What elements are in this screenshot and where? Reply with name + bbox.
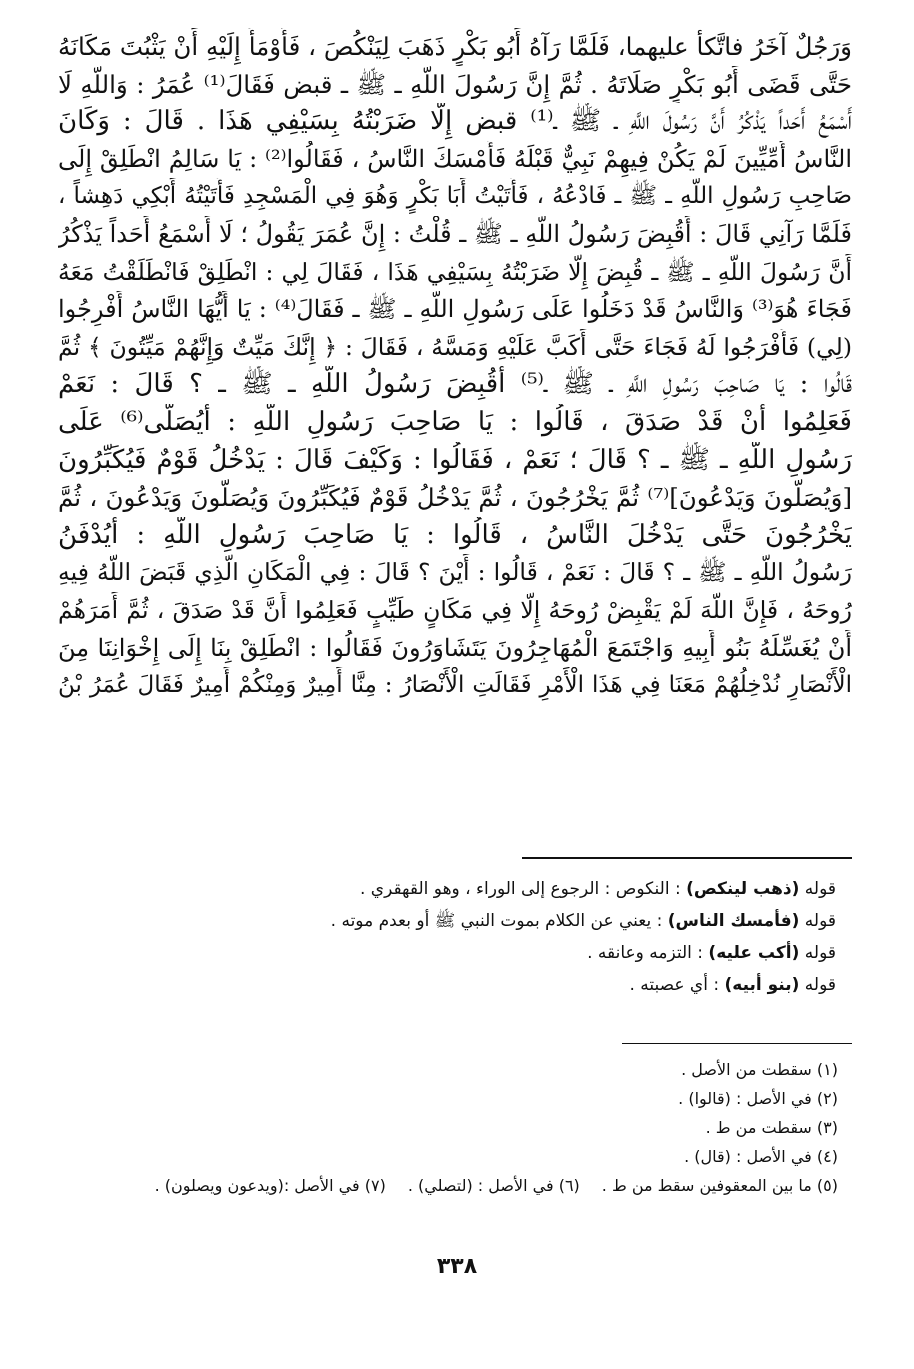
footnote: (٤) في الأصل : (قال) . [684,1147,838,1166]
text-line: قَالُوا : يَا صَاحِبَ رَسُولِ اللَّهِ ـ ﷺ ـ⁽⁵⁾ أَقُبِضَ رَسُولُ اللَّهِ ـ ﷺ ـ ؟ قَالَ : نَعَمْ [58,369,852,400]
text-line: أَنَّ رَسُولَ اللَّهِ ـ ﷺ ـ قُبِضَ إِلَّا ضَرَبْتُهُ بِسَيْفِي هَذَا ، فَقَالَ لِي : انْطَلِقْ فَانْطَلَقْتُ مَعَهُ [58,257,852,286]
glossary-term: (بنو أبيه) [724,975,800,995]
footnote: (١) سقطت من الأصل . [681,1060,838,1079]
footnotes-divider [622,1043,852,1044]
glossary-prefix: قوله [799,943,836,963]
glossary-prefix: قوله [799,911,836,931]
page-number: ٣٣٨ [436,1254,478,1279]
text-line: أَسْمَعُ أَحَداً يَذْكُرُ أَنَّ رَسُولَ اللَّهِ ـ ﷺ ـ⁽¹⁾ قبض إِلَّا ضَرَبْتُهُ بِسَيْفِي هَذَا . قَالَ : وَكَانَ [58,106,852,137]
text-line: فَعَلِمُوا أَنْ قَدْ صَدَقَ ، قَالُوا : يَا صَاحِبَ رَسُولِ اللَّهِ : أَيُصَلَّى⁽⁶⁾ عَلَى [58,406,852,437]
glossary-definition: : النكوص : الرجوع إلى الوراء ، وهو القهقري . [359,879,687,899]
main-text-body [58,28,852,705]
footnote: (٣) سقطت من ط . [705,1118,838,1137]
text-line: أَنْ يُغَسِّلَهُ بَنُو أَبِيهِ وَاجْتَمَعَ الْمُهَاجِرُونَ يَتَشَاوَرُونَ فَقَالُوا : انْطَلِقْ بِنَا إِلَى إِخْوَانِنَا مِنَ [58,633,852,662]
glossary-prefix: قوله [799,879,836,899]
text-line: الْأَنْصَارِ نُدْخِلُهُمْ مَعَنَا فِي هَذَا الْأَمْرِ فَقَالَتِ الْأَنْصَارُ : مِنَّا أَمِيرٌ وَمِنْكُمْ أَمِيرٌ فَقَالَ عُمَرُ بْنُ [58,672,852,699]
glossary-entry [150,937,836,969]
text-line: حَتَّى قَضَى أَبُو بَكْرٍ صَلَاتَهُ . ثُمَّ إِنَّ رَسُولَ اللَّهِ ـ ﷺ ـ قبض فَقَالَ⁽¹⁾ عُمَرُ : وَاللَّهِ لَا [58,69,852,99]
text-line: وَرَجُلٌ آخَرُ فاتَّكأ عليهما، فَلَمَّا رَآهُ أَبُو بَكْرٍ ذَهَبَ لِيَنْكُصَ ، فَأَوْمَأَ إِلَيْهِ أَنْ يَثْبُتَ مَكَانَهُ [58,32,852,61]
footnote: (٥) ما بين المعقوفين سقط من ط . [601,1176,838,1195]
glossary-definition: : يعني عن الكلام بموت النبي ﷺ أو بعدم موته . [330,911,668,931]
text-line: (لِي) فَأَفْرَجُوا لَهُ فَجَاءَ حَتَّى أَكَبَّ عَلَيْهِ وَمَسَّهُ ، فَقَالَ : ﴿ إِنَّكَ مَيِّتٌ وَإِنَّهُمْ مَيِّتُونَ ﴾ ثُمَّ [58,332,852,361]
text-line: يَخْرُجُونَ حَتَّى يَدْخُلَ النَّاسُ ، قَالُوا : يَا صَاحِبَ رَسُولِ اللَّهِ : أَيُدْفَنُ [58,519,852,550]
footnote: (٢) في الأصل : (قالوا) . [678,1089,838,1108]
glossary-term: (ذهب لينكص) [686,879,800,899]
text-line: رَسُولِ اللَّهِ ـ ﷺ ـ ؟ قَالَ ؛ نَعَمْ ، فَقَالُوا : وَكَيْفَ قَالَ : يَدْخُلُ قَوْمٌ فَيُكَبِّرُونَ [58,444,852,475]
footnote-row-combined [60,1171,838,1200]
text-line: النَّاسُ أُمِّيِّينَ لَمْ يَكُنْ فِيهِمْ نَبِيٌّ قَبْلَهُ فَأَمْسَكَ النَّاسُ ، فَقَالُوا⁽²⁾ : يَا سَالِمُ انْطَلِقْ إِلَى [58,144,852,173]
text-line: [وَيُصَلُّونَ وَيَدْعُونَ]⁽⁷⁾ ثُمَّ يَخْرُجُونَ ، ثُمَّ يَدْخُلُ قَوْمٌ فَيُكَبِّرُونَ وَيُصَلُّونَ وَيَدْعُونَ ، ثُمَّ [58,483,852,513]
glossary-entry [150,905,836,937]
glossary-term: (فأمسك الناس) [667,911,800,931]
footnote: (٦) في الأصل : (لتصلي) . [407,1176,580,1195]
glossary-definition: : التزمه وعانقه . [587,943,709,963]
glossary-definition: : أي عصبته . [629,975,725,995]
text-line: رُوحَهُ ، فَإِنَّ اللَّهَ لَمْ يَقْبِضْ رُوحَهُ إِلَّا فِي مَكَانٍ طَيِّبٍ فَعَلِمُوا أَنَّ قَدْ صَدَقَ ، ثُمَّ أَمَرَهُمْ [58,595,852,624]
text-line: صَاحِبِ رَسُولِ اللَّهِ ـ ﷺ ـ فَادْعُهُ ، فَأَتَيْتُ أَبَا بَكْرٍ وَهُوَ فِي الْمَسْجِدِ فَأَتَيْتُهُ أَبْكِي دَهِشاً ، [58,183,852,210]
glossary-entry [150,873,836,905]
glossary-divider [522,857,852,859]
text-line: رَسُولُ اللَّهِ ـ ﷺ ـ ؟ قَالَ : نَعَمْ ، قَالُوا : أَيْنَ ؟ قَالَ : فِي الْمَكَانِ الَّذِي قَبَضَ اللَّهُ فِيهِ [58,558,852,587]
text-line: فَلَمَّا رَآنِي قَالَ : أَقُبِضَ رَسُولُ اللَّهِ ـ ﷺ ـ قُلْتُ : إِنَّ عُمَرَ يَقُولُ ؛ لَا أَسْمَعُ أَحَداً يَذْكُرُ [58,219,852,248]
footnotes [60,1055,838,1200]
glossary-prefix: قوله [799,975,836,995]
text-line: فَجَاءَ هُوَ⁽³⁾ وَالنَّاسُ قَدْ دَخَلُوا عَلَى رَسُولِ اللَّهِ ـ ﷺ ـ فَقَالَ⁽⁴⁾ : يَا أَيُّهَا النَّاسُ أَفْرِجُوا [58,295,852,324]
glossary-notes [150,873,836,1001]
footnote: (٧) في الأصل :(ويدعون ويصلون) . [154,1176,386,1195]
glossary-term: (أكب عليه) [708,943,800,963]
glossary-entry [150,969,836,1001]
